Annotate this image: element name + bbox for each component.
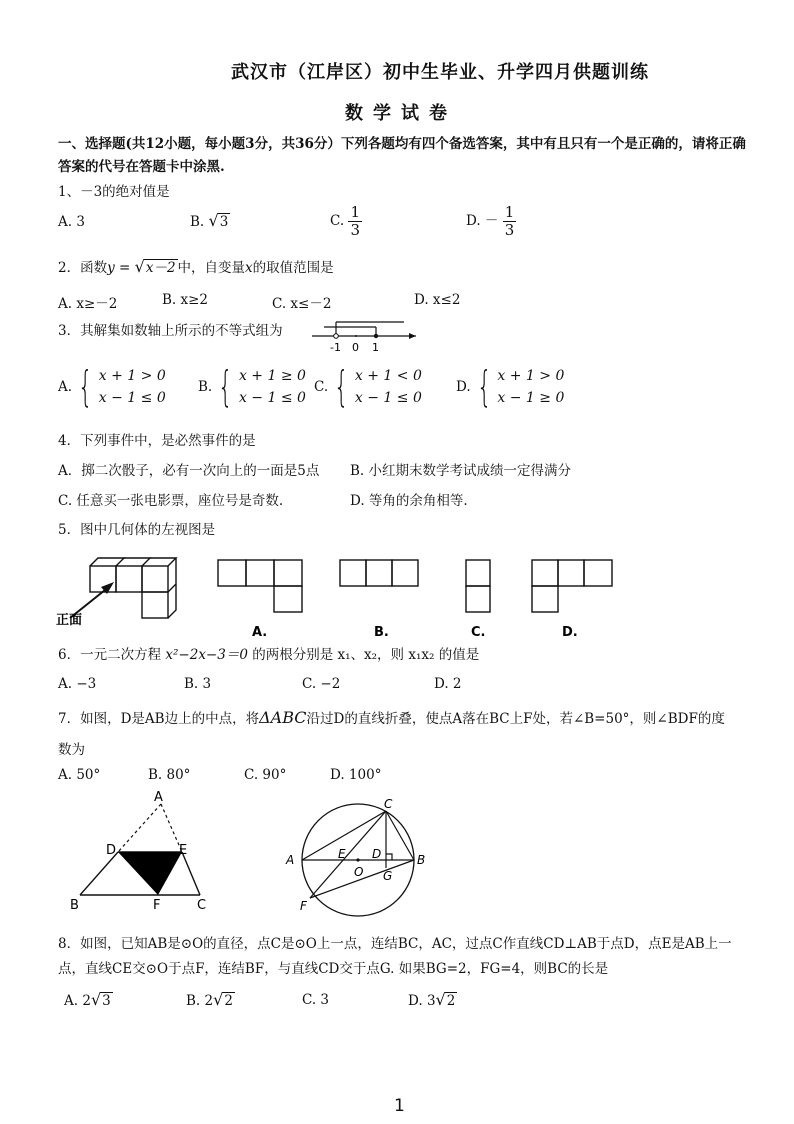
label-D: D: [106, 843, 117, 858]
q6-option-b: B. 3: [184, 676, 212, 692]
q2-stem: 2．函数y = √x－2 中，自变量x的取值范围是: [58, 257, 334, 276]
q5-option-a-shape: [218, 560, 302, 612]
label-C: C: [384, 797, 393, 811]
label-B: B: [417, 853, 426, 867]
q1-option-b: B. √3: [190, 211, 229, 230]
axis-label-neg1: -1: [330, 341, 341, 354]
q6-stem: 6．一元二次方程 x²−2x−3＝0 的两根分别是 x₁、x₂，则 x₁x₂ 的值是: [58, 647, 480, 663]
q8-option-d: D. 3√2: [408, 990, 456, 1009]
label-A: A: [286, 853, 295, 867]
q3-option-c: C. { x + 1 < 0 x − 1 ≤ 0: [314, 362, 422, 411]
q8-stem: 8．如图，已知AB是⊙O的直径，点C是⊙O上一点，连结BC，AC，过点C作直线CD⊥AB于点D，点E是AB上一点，直线CE交⊙O于点F，连结BF，与直线CD交于点G. 如果BG=2，FG=4，则BC的长是: [58, 936, 732, 977]
q1-option-d: D. － $\frac{1}{3}$: [466, 203, 515, 239]
section-instructions: 一、选择题(共12小题，每小题3分，共36分）下列各题均有四个备选答案，其中有且只有一个是正确的，请将正确答案的代号在答题卡中涂黑.: [58, 136, 746, 175]
label-E: E: [179, 843, 188, 858]
label-O: O: [354, 865, 364, 879]
q2-option-a: A. x≥－2: [58, 296, 118, 312]
label-B: B: [70, 898, 79, 912]
q8-option-a: A. 2√3: [64, 990, 111, 1009]
q5-option-c-label: C.: [471, 625, 486, 640]
q6-option-d: D. 2: [434, 676, 462, 692]
label-E: E: [338, 847, 346, 861]
q4-option-b: B. 小红期末数学考试成绩一定得满分: [350, 463, 572, 479]
q5-stem: 5．图中几何体的左视图是: [58, 522, 216, 538]
q8-option-b: B. 2√2: [186, 990, 233, 1009]
label-A: A: [154, 790, 163, 805]
label-F: F: [300, 899, 307, 913]
q5-option-d-shape: [532, 560, 612, 612]
page-number: 1: [394, 1096, 405, 1116]
q5-option-a-label: A.: [252, 625, 268, 640]
q7-figure: [64, 788, 224, 912]
axis-label-1: 1: [372, 341, 379, 354]
q7-option-d: D. 100°: [330, 767, 382, 783]
q7-line1: 7．如图，D是AB边上的中点，将ΔABC沿过D的直线折叠，使点A落在BC上F处，若∠B=50°，则∠BDF的度: [58, 708, 725, 727]
q3-number-line: [312, 316, 418, 354]
q5-option-d-label: D.: [562, 625, 578, 640]
label-C: C: [197, 898, 207, 912]
q5-option-b-label: B.: [374, 625, 389, 640]
q7-option-c: C. 90°: [244, 767, 287, 783]
q3-option-d: D. { x + 1 > 0 x − 1 ≥ 0: [456, 362, 565, 411]
q7-option-a: A. 50°: [58, 767, 101, 783]
q1-option-c: C. $\frac{1}{3}$: [330, 203, 360, 239]
q8-figure: [282, 796, 434, 918]
front-label: 正面: [56, 613, 83, 628]
folded-triangle: [118, 852, 182, 895]
q3-stem: 3．其解集如数轴上所示的不等式组为: [58, 323, 283, 339]
q2-option-b: B. x≥2: [162, 292, 209, 308]
q7-line2: 数为: [58, 742, 85, 758]
label-D: D: [372, 847, 382, 861]
q1-option-a: A. 3: [58, 214, 85, 230]
label-F: F: [153, 898, 161, 912]
q5-option-c-shape: [466, 560, 490, 612]
q5-figure: [50, 548, 630, 646]
q7-option-b: B. 80°: [148, 767, 191, 783]
q2-option-c: C. x≤－2: [272, 296, 332, 312]
q6-option-c: C. −2: [302, 676, 341, 692]
axis-label-0: 0: [352, 341, 359, 354]
q6-option-a: A. −3: [58, 676, 97, 692]
q2-option-d: D. x≤2: [414, 292, 461, 308]
q4-option-d: D. 等角的余角相等.: [350, 493, 468, 509]
page-subtitle: 数学试卷: [345, 103, 457, 124]
q4-option-c: C. 任意买一张电影票，座位号是奇数.: [58, 493, 284, 509]
q8-option-c: C. 3: [302, 992, 330, 1008]
q5-option-b-shape: [340, 560, 418, 586]
q3-option-b: B. { x + 1 ≥ 0 x − 1 ≤ 0: [198, 362, 306, 411]
label-G: G: [383, 869, 393, 883]
q4-stem: 4．下列事件中，是必然事件的是: [58, 433, 256, 449]
q1-stem: 1、－3的绝对值是: [58, 184, 170, 200]
q3-option-a: A. { x + 1 > 0 x − 1 ≤ 0: [58, 362, 166, 411]
page-title: 武汉市（江岸区）初中生毕业、升学四月供题训练: [231, 62, 649, 83]
q4-option-a: A．掷二次骰子，必有一次向上的一面是5点: [58, 463, 320, 479]
